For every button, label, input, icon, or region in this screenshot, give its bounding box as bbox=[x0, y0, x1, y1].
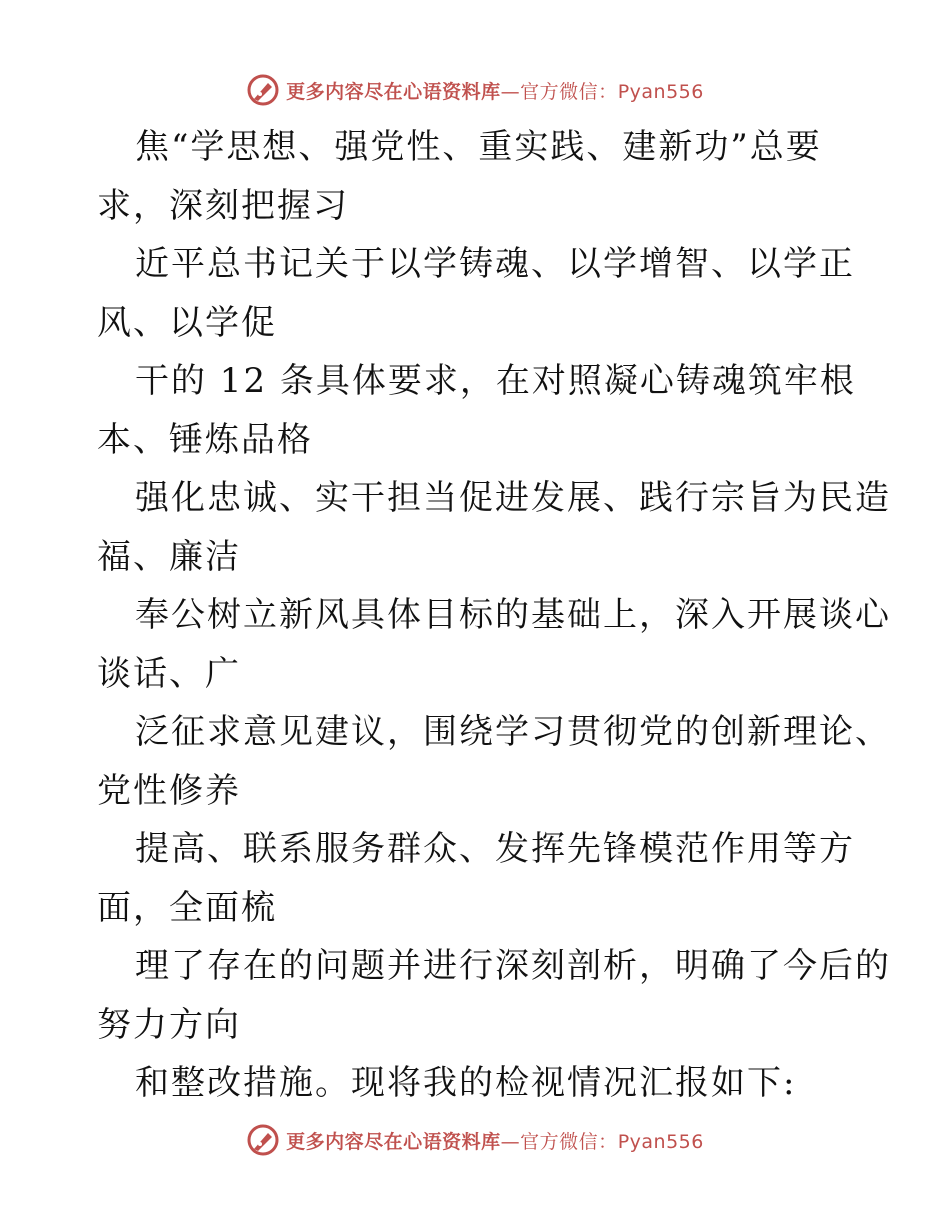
body-line: 奉公树立新风具体目标的基础上，深入开展谈心 bbox=[135, 595, 891, 635]
body-line: 努力方向 bbox=[97, 1004, 241, 1045]
body-line: 求，深刻把握习 bbox=[97, 185, 349, 226]
watermark-site-text: 更多内容尽在心语资料库 bbox=[286, 1130, 501, 1153]
document-body bbox=[97, 118, 891, 1113]
watermark-wechat-label: 官方微信： bbox=[520, 80, 618, 103]
watermark-site-text: 更多内容尽在心语资料库 bbox=[286, 80, 501, 103]
pen-nib-circle-icon bbox=[246, 1123, 280, 1157]
watermark-text bbox=[286, 1127, 704, 1154]
body-line: 近平总书记关于以学铸魂、以学增智、以学正 bbox=[135, 244, 855, 284]
watermark-wechat-id: Pyan556 bbox=[617, 1130, 704, 1153]
watermark-separator: — bbox=[500, 80, 521, 103]
footer-watermark-banner bbox=[0, 1120, 950, 1160]
body-line: 福、廉洁 bbox=[97, 536, 241, 577]
body-line: 和整改措施。现将我的检视情况汇报如下: bbox=[135, 1063, 797, 1103]
body-line: 焦“学思想、强党性、重实践、建新功”总要 bbox=[135, 127, 822, 167]
body-line: 面，全面梳 bbox=[97, 887, 277, 928]
body-line: 风、以学促 bbox=[97, 302, 277, 343]
body-line: 党性修养 bbox=[97, 770, 241, 811]
body-line: 提高、联系服务群众、发挥先锋模范作用等方 bbox=[135, 829, 855, 869]
watermark-separator: — bbox=[500, 1130, 521, 1153]
body-line: 泛征求意见建议，围绕学习贯彻党的创新理论、 bbox=[135, 712, 891, 752]
watermark-text bbox=[286, 77, 704, 104]
watermark-wechat-id: Pyan556 bbox=[617, 80, 704, 103]
body-line: 理了存在的问题并进行深刻剖析，明确了今后的 bbox=[135, 946, 891, 986]
body-line: 本、锤炼品格 bbox=[97, 419, 313, 460]
body-line: 干的 12 条具体要求，在对照凝心铸魂筑牢根 bbox=[135, 361, 856, 401]
header-watermark-banner bbox=[0, 70, 950, 110]
watermark-wechat-label: 官方微信： bbox=[520, 1130, 618, 1153]
pen-nib-circle-icon bbox=[246, 73, 280, 107]
body-line: 谈话、广 bbox=[97, 653, 241, 694]
body-line: 强化忠诚、实干担当促进发展、践行宗旨为民造 bbox=[135, 478, 891, 518]
